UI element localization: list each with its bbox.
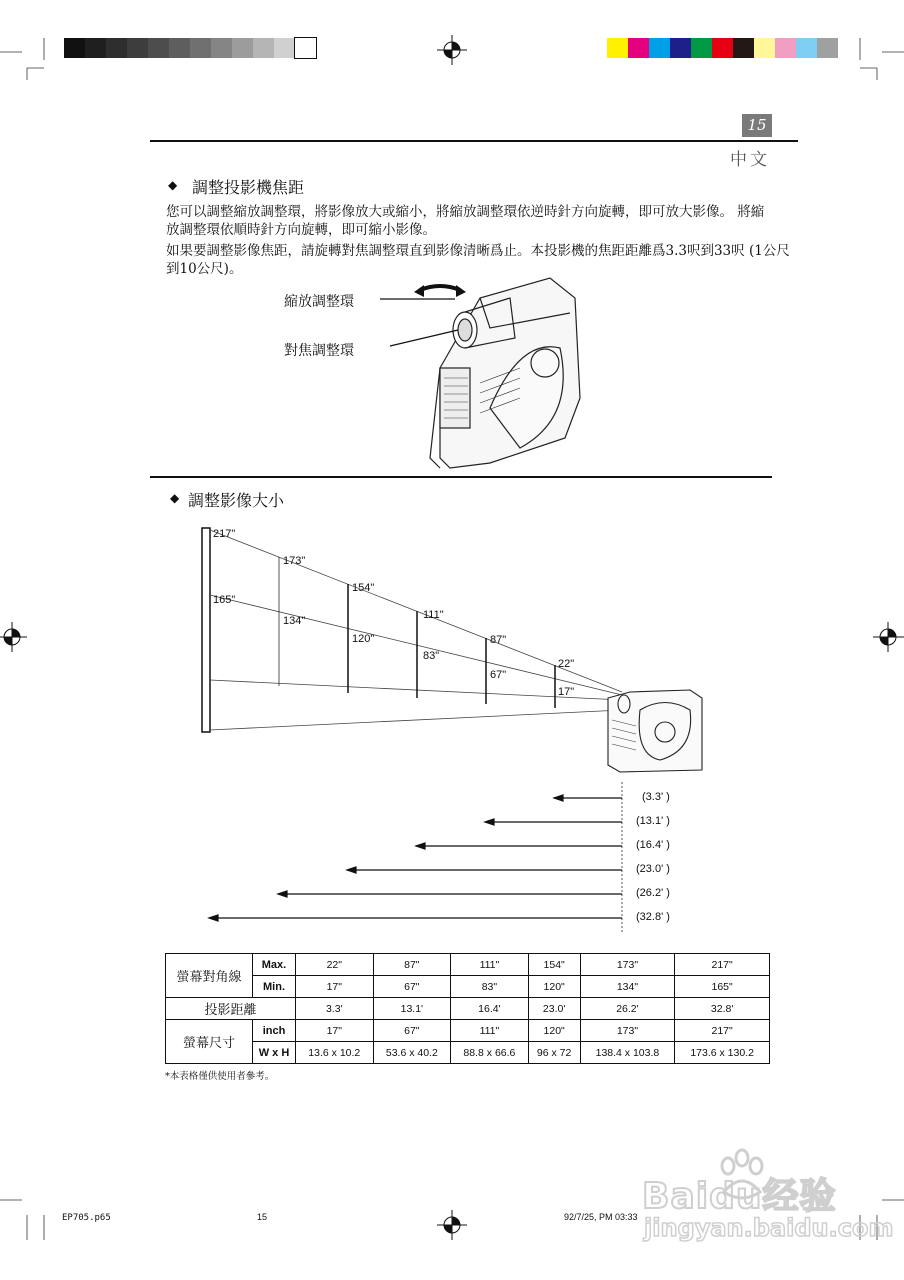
gray-swatch (232, 38, 253, 58)
table-cell: 138.4 x 103.8 (580, 1042, 675, 1064)
row-min-label: Min. (253, 976, 296, 998)
gray-swatch (211, 38, 232, 58)
row-inch-label: inch (253, 1020, 296, 1042)
color-swatch (796, 38, 817, 58)
table-cell: 83" (451, 976, 529, 998)
table-cell: 67" (373, 1020, 451, 1042)
size-label-max-111: 111" (423, 609, 444, 621)
section2-heading: 調整影像大小 (188, 491, 285, 510)
table-cell: 32.8' (675, 998, 770, 1020)
table-cell: 87" (373, 954, 451, 976)
row-wxh-label: W x H (253, 1042, 296, 1064)
table-cell: 154" (528, 954, 580, 976)
table-cell: 53.6 x 40.2 (373, 1042, 451, 1064)
gray-swatch (295, 38, 316, 58)
zoom-ring-label: 縮放調整環 (284, 294, 354, 310)
distance-label-1: (3.3' ) (642, 791, 670, 803)
section-divider (150, 476, 772, 478)
leader-lines (370, 290, 460, 360)
color-swatch (670, 38, 691, 58)
page-number: 15 (747, 116, 767, 134)
size-label-min-67: 67" (490, 669, 507, 681)
table-cell: 111" (451, 1020, 529, 1042)
section1-paragraph-1: 您可以調整縮放調整環，將影像放大或縮小，將縮放調整環依逆時針方向旋轉，即可放大影像。 將縮放調整環依順時針方向旋轉，即可縮小影像。 (166, 204, 765, 238)
gray-swatch (148, 38, 169, 58)
section1-bullet: ◆ (168, 178, 178, 192)
table-cell: 173.6 x 130.2 (675, 1042, 770, 1064)
section2-bullet: ◆ (170, 491, 180, 505)
gray-swatch (85, 38, 106, 58)
table-cell: 96 x 72 (528, 1042, 580, 1064)
color-swatch (649, 38, 670, 58)
header-rule (150, 140, 798, 142)
table-cell: 217" (675, 1020, 770, 1042)
watermark-brand: Baidu经验 (642, 1176, 837, 1217)
table-cell: 67" (373, 976, 451, 998)
color-swatch (817, 38, 838, 58)
size-label-max-217: 217" (213, 528, 236, 540)
size-label-min-120: 120" (352, 633, 375, 645)
size-group-label: 螢幕尺寸 (166, 1020, 253, 1064)
table-row (166, 954, 770, 976)
color-swatch (691, 38, 712, 58)
distance-arrows (209, 795, 622, 921)
table-cell: 165" (675, 976, 770, 998)
distance-label-3: (16.4' ) (636, 839, 670, 851)
projector-illustration (608, 690, 702, 772)
table-cell: 120" (528, 976, 580, 998)
screen-size-table (165, 953, 770, 1064)
diagonal-group-label: 螢幕對角線 (166, 954, 253, 998)
color-swatch (775, 38, 796, 58)
gray-swatch (169, 38, 190, 58)
table-cell: 13.1' (373, 998, 451, 1020)
table-cell: 88.8 x 66.6 (451, 1042, 529, 1064)
table-cell: 173" (580, 1020, 675, 1042)
table-cell: 111" (451, 954, 529, 976)
color-swatch (754, 38, 775, 58)
table-cell: 13.6 x 10.2 (296, 1042, 374, 1064)
table-cell: 16.4' (451, 998, 529, 1020)
size-label-max-154: 154" (352, 582, 375, 594)
table-row (166, 976, 770, 998)
table-cell: 23.0' (528, 998, 580, 1020)
section1-paragraph-2: 如果要調整影像焦距，請旋轉對焦調整環直到影像清晰爲止。本投影機的焦距距離爲3.3呎到33呎 (1公尺到10公尺)。 (166, 243, 790, 277)
language-label: 中文 (730, 150, 770, 170)
size-label-min-83: 83" (423, 650, 440, 662)
distance-label-2: (13.1' ) (636, 815, 670, 827)
projection-size-diagram (190, 520, 720, 940)
table-cell: 173" (580, 954, 675, 976)
distance-label-4: (23.0' ) (636, 863, 670, 875)
color-swatch (607, 38, 628, 58)
gray-swatch (106, 38, 127, 58)
table-cell: 22" (296, 954, 374, 976)
watermark-url: jingyan.baidu.com (644, 1214, 894, 1242)
size-label-min-165: 165" (213, 594, 236, 606)
footer-page: 15 (257, 1212, 268, 1222)
footer-file: EP705.p65 (62, 1213, 111, 1223)
size-label-min-17: 17" (558, 686, 575, 698)
distance-label-5: (26.2' ) (636, 887, 670, 899)
table-cell: 26.2' (580, 998, 675, 1020)
table-cell: 17" (296, 1020, 374, 1042)
section1-heading: 調整投影機焦距 (192, 178, 305, 197)
table-cell: 17" (296, 976, 374, 998)
table-cell: 134" (580, 976, 675, 998)
size-label-max-22: 22" (558, 658, 575, 670)
gray-swatch (253, 38, 274, 58)
size-label-max-173: 173" (283, 555, 306, 567)
table-note: *本表格僅供使用者參考。 (165, 1071, 275, 1082)
table-row (166, 1020, 770, 1042)
table-row (166, 1042, 770, 1064)
table-row (166, 998, 770, 1020)
size-label-min-134: 134" (283, 615, 306, 627)
distance-label-6: (32.8' ) (636, 911, 670, 923)
row-max-label: Max. (253, 954, 296, 976)
focus-ring-label: 對焦調整環 (284, 343, 354, 359)
color-swatch (628, 38, 649, 58)
size-label-max-87: 87" (490, 634, 507, 646)
table-cell: 217" (675, 954, 770, 976)
gray-swatch (274, 38, 295, 58)
table-cell: 3.3' (296, 998, 374, 1020)
gray-swatch (64, 38, 85, 58)
color-swatch (733, 38, 754, 58)
color-swatch (712, 38, 733, 58)
gray-swatch (190, 38, 211, 58)
gray-swatch (127, 38, 148, 58)
distance-row-label: 投影距離 (166, 998, 296, 1020)
footer-timestamp: 92/7/25, PM 03:33 (564, 1212, 638, 1222)
table-cell: 120" (528, 1020, 580, 1042)
